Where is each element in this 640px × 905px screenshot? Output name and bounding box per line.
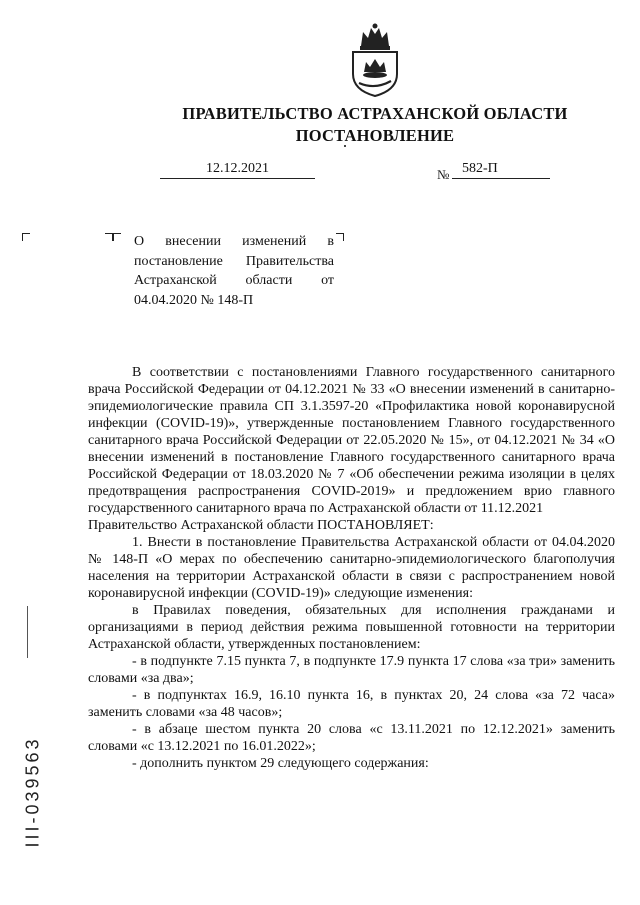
body-paragraph: - в подпунктах 16.9, 16.10 пункта 16, в пунктах 20, 24 слова «за 72 часа» заменить словами «за 48 часов»; xyxy=(88,688,615,720)
body-paragraph: - в подпункте 7.15 пункта 7, в подпункте 17.9 пункта 17 слова «за три» заменить словами «за два»; xyxy=(88,654,615,686)
body-paragraph: 1. Внести в постановление Правительства Астраханской области от 04.04.2020 № 148-П «О мерах по обеспечению санитарно-эпидемиологического благополучия населения на территории Астраханской области в связи с распространением новой коронавирусной инфекции (COVID-19)» следующие изменения: xyxy=(88,535,615,601)
serial-number: ІІІ-039563 xyxy=(22,736,43,848)
corner-mark xyxy=(105,233,113,241)
government-title: ПРАВИТЕЛЬСТВО АСТРАХАНСКОЙ ОБЛАСТИ xyxy=(182,104,568,123)
corner-mark xyxy=(22,233,30,241)
body-paragraph: - в абзаце шестом пункта 20 слова «с 13.11.2021 по 12.12.2021» заменить словами «с 13.12.2021 по 16.01.2022»; xyxy=(88,722,615,754)
subject-line: 04.04.2020 № 148-П xyxy=(134,292,254,308)
corner-mark xyxy=(113,233,121,241)
resolution-line: Правительство Астраханской области ПОСТАНОВЛЯЕТ: xyxy=(88,518,434,533)
body-paragraph: в Правилах поведения, обязательных для исполнения гражданами и организациями в период действия режима повышенной готовности на территории Астраханской области, утвержденных постановлением: xyxy=(88,603,615,652)
document-body xyxy=(88,364,615,772)
subject-line: постановление Правительства xyxy=(134,253,334,269)
subject-line: О внесении изменений в xyxy=(134,234,334,249)
subject-block xyxy=(134,232,334,310)
body-paragraph: - дополнить пунктом 29 следующего содержания: xyxy=(132,756,429,771)
serial-stamp xyxy=(19,712,47,872)
document-type: ПОСТАНОВЛЕНИЕ xyxy=(295,126,455,145)
margin-line xyxy=(27,606,28,658)
subject-line: Астраханской области от xyxy=(134,273,334,289)
document-date: 12.12.2021 xyxy=(160,161,315,179)
number-label: № xyxy=(437,167,450,182)
coat-of-arms-icon xyxy=(347,22,403,98)
preamble-paragraph: В соответствии с постановлениями Главного государственного санитарного врача Российской Федерации от 04.12.2021 № 33 «О внесении изменений в санитарно-эпидемиологические правила СП 3.1.3597-20 «Профилактика новой коронавирусной инфекции (COVID-19)», утвержденные постановлением Главного государственного санитарного врача Российской Федерации от 22.05.2020 № 15», от 04.12.2021 № 34 «О внесении изменений в постановление Главного государственного санитарного врача Российской Федерации от 18.03.2020 № 7 «Об обеспечении режима изоляции в целях предотвращения распространения COVID-2019» и предложением врио главного государственного санитарного врача по Астраханской области от 11.12.2021 xyxy=(88,365,615,516)
corner-mark xyxy=(336,233,344,241)
document-number: 582-П xyxy=(452,161,550,179)
